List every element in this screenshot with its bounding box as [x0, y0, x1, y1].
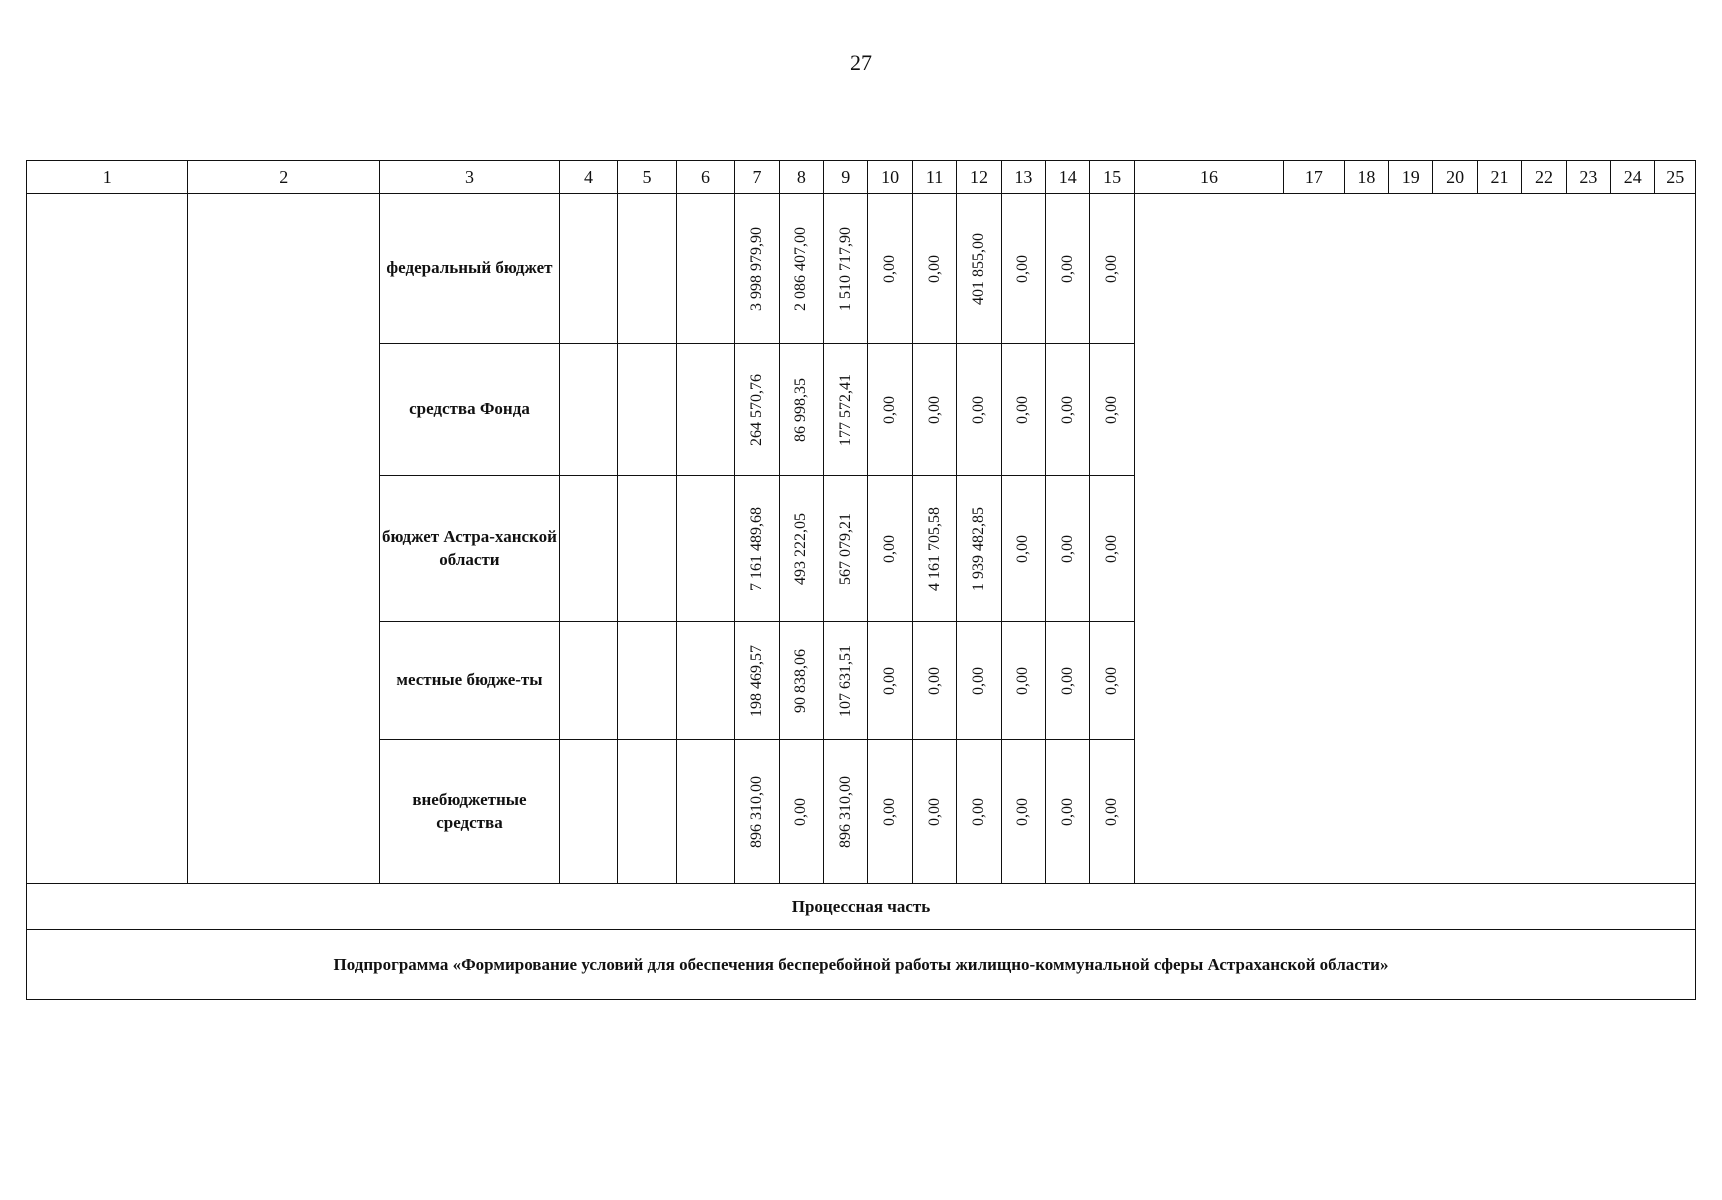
value-cell: 0,00: [1001, 622, 1045, 740]
column-header: 9: [824, 161, 868, 194]
column-header: 15: [1090, 161, 1134, 194]
column-header: 18: [1344, 161, 1388, 194]
empty-cell: [618, 476, 677, 622]
value-cell: 896 310,00: [824, 740, 868, 884]
column-header: 7: [735, 161, 779, 194]
empty-cell: [559, 194, 618, 344]
value-cell: 3 998 979,90: [735, 194, 779, 344]
column-header: 10: [868, 161, 912, 194]
column-header: 3: [380, 161, 560, 194]
column-header: 1: [27, 161, 188, 194]
column-header: 17: [1284, 161, 1345, 194]
value-cell: 0,00: [912, 622, 956, 740]
empty-cell: [559, 476, 618, 622]
value-cell: 0,00: [1001, 344, 1045, 476]
value-cell: 0,00: [1090, 476, 1134, 622]
column-header: 5: [618, 161, 677, 194]
empty-cell: [618, 194, 677, 344]
value-cell: 177 572,41: [824, 344, 868, 476]
column-header: 11: [912, 161, 956, 194]
value-cell: 7 161 489,68: [735, 476, 779, 622]
value-cell: 1 939 482,85: [957, 476, 1001, 622]
process-row: [27, 884, 1696, 930]
value-cell: 0,00: [1090, 194, 1134, 344]
value-cell: 0,00: [1046, 622, 1090, 740]
funding-source: местные бюдже-ты: [380, 622, 560, 740]
value-cell: 86 998,35: [779, 344, 823, 476]
value-cell: 0,00: [1001, 194, 1045, 344]
value-cell: 2 086 407,00: [779, 194, 823, 344]
budget-table: [26, 160, 1696, 1000]
empty-cell: [676, 476, 735, 622]
value-cell: 0,00: [868, 622, 912, 740]
value-cell: 0,00: [868, 740, 912, 884]
value-cell: 0,00: [1046, 740, 1090, 884]
column-header: 8: [779, 161, 823, 194]
empty-cell: [27, 194, 188, 884]
empty-cell: [676, 194, 735, 344]
column-header: 25: [1655, 161, 1696, 194]
empty-cell: [559, 344, 618, 476]
value-cell: 0,00: [912, 194, 956, 344]
empty-cell: [676, 622, 735, 740]
empty-area: [1134, 194, 1695, 884]
empty-cell: [559, 740, 618, 884]
funding-source: средства Фонда: [380, 344, 560, 476]
column-header: 23: [1566, 161, 1610, 194]
value-cell: 4 161 705,58: [912, 476, 956, 622]
value-cell: 0,00: [957, 622, 1001, 740]
value-cell: 0,00: [1001, 476, 1045, 622]
empty-cell: [618, 740, 677, 884]
value-cell: 0,00: [912, 344, 956, 476]
value-cell: 198 469,57: [735, 622, 779, 740]
value-cell: 0,00: [868, 476, 912, 622]
value-cell: 0,00: [912, 740, 956, 884]
column-header: 16: [1134, 161, 1283, 194]
column-header: 4: [559, 161, 618, 194]
column-header: 14: [1046, 161, 1090, 194]
value-cell: 0,00: [1046, 476, 1090, 622]
table-row: [27, 194, 1696, 344]
value-cell: 0,00: [1090, 622, 1134, 740]
value-cell: 0,00: [1090, 740, 1134, 884]
value-cell: 264 570,76: [735, 344, 779, 476]
value-cell: 896 310,00: [735, 740, 779, 884]
value-cell: 0,00: [1046, 194, 1090, 344]
empty-cell: [676, 740, 735, 884]
column-header: 19: [1389, 161, 1433, 194]
value-cell: 567 079,21: [824, 476, 868, 622]
column-header: 13: [1001, 161, 1045, 194]
value-cell: 0,00: [957, 740, 1001, 884]
value-cell: 1 510 717,90: [824, 194, 868, 344]
value-cell: 0,00: [957, 344, 1001, 476]
empty-cell: [618, 344, 677, 476]
column-header: 2: [188, 161, 380, 194]
column-header: 21: [1477, 161, 1521, 194]
value-cell: 401 855,00: [957, 194, 1001, 344]
column-header: 22: [1522, 161, 1566, 194]
value-cell: 90 838,06: [779, 622, 823, 740]
process-part-heading: Процессная часть: [27, 884, 1696, 930]
column-header: 24: [1611, 161, 1655, 194]
funding-source: внебюджетные средства: [380, 740, 560, 884]
page-number: 27: [850, 50, 872, 75]
value-cell: 107 631,51: [824, 622, 868, 740]
value-cell: 0,00: [868, 194, 912, 344]
subprogram-title: Подпрограмма «Формирование условий для обеспечения бесперебойной работы жилищно-коммунальной сферы Астраханской области»: [27, 930, 1696, 1000]
funding-source: бюджет Астра-ханской области: [380, 476, 560, 622]
empty-cell: [188, 194, 380, 884]
empty-cell: [559, 622, 618, 740]
value-cell: 0,00: [1090, 344, 1134, 476]
value-cell: 493 222,05: [779, 476, 823, 622]
empty-cell: [676, 344, 735, 476]
value-cell: 0,00: [868, 344, 912, 476]
value-cell: 0,00: [779, 740, 823, 884]
subprogram-row: [27, 930, 1696, 1000]
empty-cell: [618, 622, 677, 740]
value-cell: 0,00: [1046, 344, 1090, 476]
column-header: 6: [676, 161, 735, 194]
header-row: [27, 161, 1696, 194]
column-header: 12: [957, 161, 1001, 194]
value-cell: 0,00: [1001, 740, 1045, 884]
column-header: 20: [1433, 161, 1477, 194]
funding-source: федеральный бюджет: [380, 194, 560, 344]
